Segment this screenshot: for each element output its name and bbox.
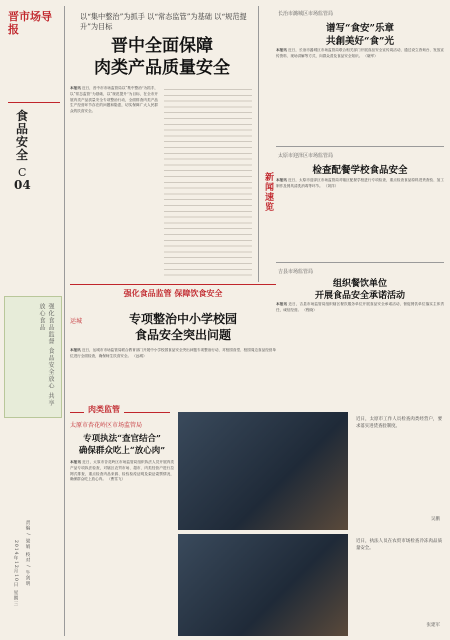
meat-credit: （曹雪飞） [107, 477, 126, 482]
news-headline-2: 检查配餐学校食品安全 [312, 165, 408, 176]
yuncheng-story [70, 300, 276, 404]
news-flash-column [276, 8, 444, 334]
news-byline-2: 本报讯 [276, 178, 287, 182]
meat-headline-2: 确保群众吃上“放心肉” [78, 446, 166, 456]
lead-kicker: 以“集中整治”为抓手 以“常态监管”为基础 以“规范提升”为目标 [80, 12, 247, 31]
news-credit-2: （刘洋） [323, 183, 339, 188]
lead-byline: 本报讯 [70, 86, 81, 90]
editor-line: 责编 / 梁娟 校对 / 牛剑明 [25, 520, 30, 587]
side-tag-text: 强化食品监督 食品安全放心 共享放心食品 [38, 303, 54, 407]
lead-right-rule [258, 6, 259, 282]
section-code: C [18, 166, 27, 179]
news-source-2: 太原市迎泽区市场监管局 [278, 153, 334, 159]
meat-text: 近日，太原市杏花岭区市场监管局组织执法人员开展肉类产品专项执法检查，对辖区农贸市场、超市、肉类经营户进行拉网式排查，重点检查肉品来源、检验检疫证明及索证索票情况，确保群众吃上放心肉。 [70, 460, 174, 482]
meat-headline-1: 专项执法“查官结合” [83, 434, 161, 444]
side-tag-box [4, 296, 62, 418]
photo-credit-1: 吴鹏 [431, 517, 440, 522]
masthead [8, 10, 64, 190]
news-source-3: 吉县市场监管局 [278, 269, 314, 275]
news-text-3: 近日，吉县市场监管局组织辖区餐饮服务单位开展食品安全承诺活动，督促餐饮单位落实主体责任，诚信经营。 [276, 302, 444, 312]
meat-label: 肉类监管 [84, 404, 124, 415]
news-item-3 [276, 266, 444, 334]
news-headline-3b: 开展食品安全承诺活动 [314, 291, 405, 301]
news-body-1 [276, 48, 444, 140]
yuncheng-headline-2: 食品安全突出问题 [134, 328, 231, 342]
news-byline-1: 本报讯 [276, 48, 287, 52]
news-credit-1: （晓军） [363, 53, 378, 58]
section-banner: 强化食品监管 保障饮食安全 [123, 288, 223, 298]
yuncheng-body [70, 348, 276, 402]
lead-headline-2: 肉类产品质量安全 [94, 58, 230, 78]
left-column-rule [64, 6, 65, 636]
caption-box-1 [352, 412, 444, 530]
news-flash-label: 新闻速览 [263, 172, 273, 212]
banner-rule-top [70, 284, 276, 285]
section-label: 食品安全 [16, 109, 29, 162]
inspection-photo-1 [178, 412, 348, 530]
news-rule-2 [276, 262, 444, 263]
photo-caption-2: 近日，执法人员在农贸市场检查冷冻肉品质量安全。 [356, 539, 442, 551]
news-item-2 [276, 150, 444, 260]
meat-byline: 本报讯 [70, 460, 82, 464]
caption-box-2 [352, 534, 444, 636]
lead-headline-1: 晋中全面保障 [111, 36, 213, 56]
photo-caption-1: 近日，太原市工作人员检查肉类经营户，要求落实进货查验制度。 [356, 417, 442, 429]
yuncheng-credit: （远城） [132, 353, 147, 358]
news-headline-1b: 共創美好“食”光 [326, 36, 394, 47]
masthead-logo: 晋市场导报 [8, 10, 52, 36]
lead-body-col-1 [70, 86, 158, 278]
yuncheng-byline: 本报讯 [70, 348, 81, 352]
lead-body-col-2 [164, 86, 252, 278]
yuncheng-source: 运城 [70, 318, 83, 325]
news-body-2 [276, 178, 444, 256]
photo-credit-2: 张建军 [426, 623, 440, 628]
news-item-1 [276, 8, 444, 144]
lead-text: 近日，晋中市市场监管局以“集中整治”为抓手，以“常态监管”为基础，以“规范提升”为目标，在全市开展肉类产品质量安全专项整治行动，全面排查肉类产品生产经营环节存在的问题和隐患，切实保障广大人民群众的饮食安全。 [70, 86, 158, 114]
meat-body [70, 460, 174, 632]
news-headline-3a: 组织餐饮单位 [332, 279, 387, 289]
yuncheng-text: 近日，运城市市场监管局联合教育部门开展中小学校园食品安全突出问题专项整治行动，对校园食堂、校园周边食品经营单位进行全面检查，确保师生饮食安全。 [70, 348, 276, 358]
date-line: 2014年12月10日 星期三 [13, 540, 18, 607]
news-headline-1a: 谱写“食安”乐章 [326, 23, 394, 34]
yuncheng-headline-1: 专项整治中小学校园 [128, 312, 237, 326]
news-text-1: 近日，长治市潞城区市场监管局联合相关部门开展食品安全宣传周活动，通过设立咨询台、发放宣传资料、现场讲解等方式，向群众普及食品安全知识。 [276, 48, 444, 58]
page-number: 04 [14, 178, 31, 192]
news-source-1: 长治市潞城区市场监管局 [278, 11, 334, 17]
meat-source: 太原市杏花岭区市场监管局 [70, 422, 143, 429]
lead-story [70, 8, 254, 282]
news-text-2: 近日，太原市迎泽区市场监管局对辖区配餐学校进行专项检查，重点检查食品原料进货查验、加工制作及餐具清洗消毒等环节。 [276, 178, 444, 188]
news-byline-3: 本报讯 [276, 302, 288, 306]
inspection-photo-2 [178, 534, 348, 636]
news-body-3 [276, 302, 444, 332]
news-credit-3: （程晓） [302, 307, 317, 312]
news-rule-1 [276, 146, 444, 147]
photo-grid [178, 412, 444, 636]
masthead-divider [8, 102, 60, 103]
meat-story [70, 420, 174, 634]
